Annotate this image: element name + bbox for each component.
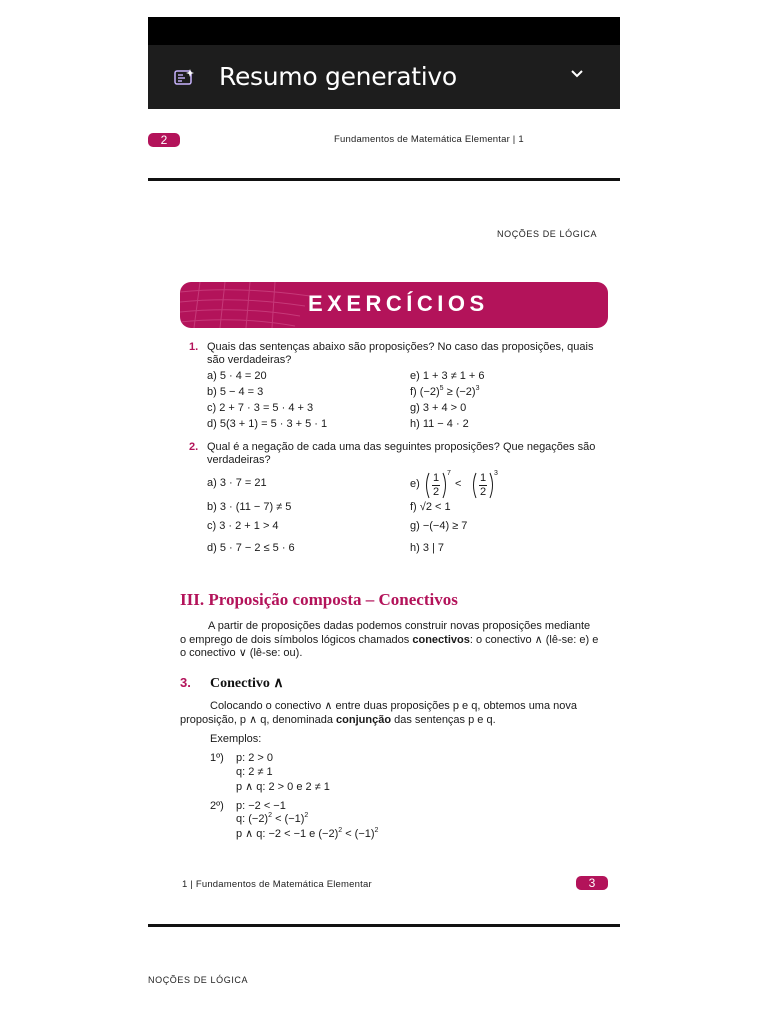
list-item: a) 5 · 4 = 20 [207,370,267,382]
exponent: 3 [494,470,498,477]
less-than-sign: < [455,478,462,490]
list-item: d) 5 · 7 − 2 ≤ 5 · 6 [207,542,295,554]
page-divider [148,924,620,927]
page-divider [148,178,620,181]
summary-title: Resumo generativo [219,62,457,91]
example-line: q: 2 ≠ 1 [236,766,273,778]
list-item: h) 3 | 7 [410,542,445,554]
exercises-banner [180,282,608,328]
list-item: c) 2 + 7 · 3 = 5 · 4 + 3 [207,402,314,414]
example-line: p ∧ q: −2 < −1 e $(-2)^2 < (-1)^2$ [236,827,379,840]
fraction-denominator: 2 [480,486,487,498]
page-number-badge: 3 [576,876,608,890]
footer-book-title: 1 | Fundamentos de Matemática Elementar [182,879,372,890]
section-paragraph: A partir de proposições dadas podemos construir novas proposições mediante o emprego de dois símbolos lógicos chamados conectivos: o conectivo ∧ (lê-se: e) e o conectivo ∨ (lê-se: ou). [180,620,599,660]
running-head: NOÇÕES DE LÓGICA [497,229,598,239]
question-text: Quais das sentenças abaixo são proposições? No caso das proposições, quais são verdadeiras? [207,341,594,366]
list-item: b) 5 − 4 = 3 [207,386,264,398]
list-item: e) 1 + 3 ≠ 1 + 6 [410,370,485,382]
example-number: 2º) [210,800,224,812]
question-number: 1. [189,341,199,353]
example-line: q: $(-2)^2 < (-1)^2$ [236,812,309,825]
top-black-bar [148,17,620,45]
list-item: c) 3 · 2 + 1 > 4 [207,520,279,532]
example-number: 1º) [210,752,224,764]
subsection-paragraph: Colocando o conectivo ∧ entre duas proposições p e q, obtemos uma nova proposição, p ∧ q, denominada conjunção das sentenças p e q. [180,700,577,726]
running-head: NOÇÕES DE LÓGICA [148,975,249,985]
question-number: 2. [189,441,199,453]
subsection-heading: Conectivo ∧ [210,676,284,691]
fraction-denominator: 2 [433,486,440,498]
fraction-numerator: 1 [433,472,440,484]
subsection-number: 3. [180,675,191,690]
examples-label: Exemplos: [210,733,262,745]
list-item: a) 3 · 7 = 21 [207,477,267,489]
example-line: p ∧ q: 2 > 0 e 2 ≠ 1 [236,781,330,793]
example-line: p: 2 > 0 [236,752,274,764]
list-item: f) $(-2)^5 \ge (-2)^3$ [410,385,480,398]
list-item: h) 11 − 4 · 2 [410,418,469,430]
chevron-down-icon[interactable] [568,67,586,81]
generative-summary-bar[interactable] [148,45,620,109]
example-line: p: −2 < −1 [236,800,286,812]
page-number-badge: 2 [148,133,180,147]
section-heading: III. Proposição composta – Conectivos [180,590,458,609]
list-item: b) 3 · (11 − 7) ≠ 5 [207,501,292,513]
fraction-numerator: 1 [480,472,487,484]
list-item: f) √2 < 1 [410,501,451,513]
footer-book-title: Fundamentos de Matemática Elementar | 1 [334,134,524,145]
question-text: Qual é a negação de cada uma das seguintes proposições? Que negações são verdadeiras? [207,441,596,466]
fraction-inequality: e) 1 2 7 < 1 2 3 [410,471,510,501]
list-item: g) 3 + 4 > 0 [410,402,467,414]
list-item: d) 5(3 + 1) = 5 · 3 + 5 · 1 [207,418,328,430]
exponent: 7 [447,470,451,477]
sparkle-summary-icon [174,69,194,85]
banner-title: EXERCÍCIOS [308,291,489,316]
list-item: g) −(−4) ≥ 7 [410,520,468,532]
